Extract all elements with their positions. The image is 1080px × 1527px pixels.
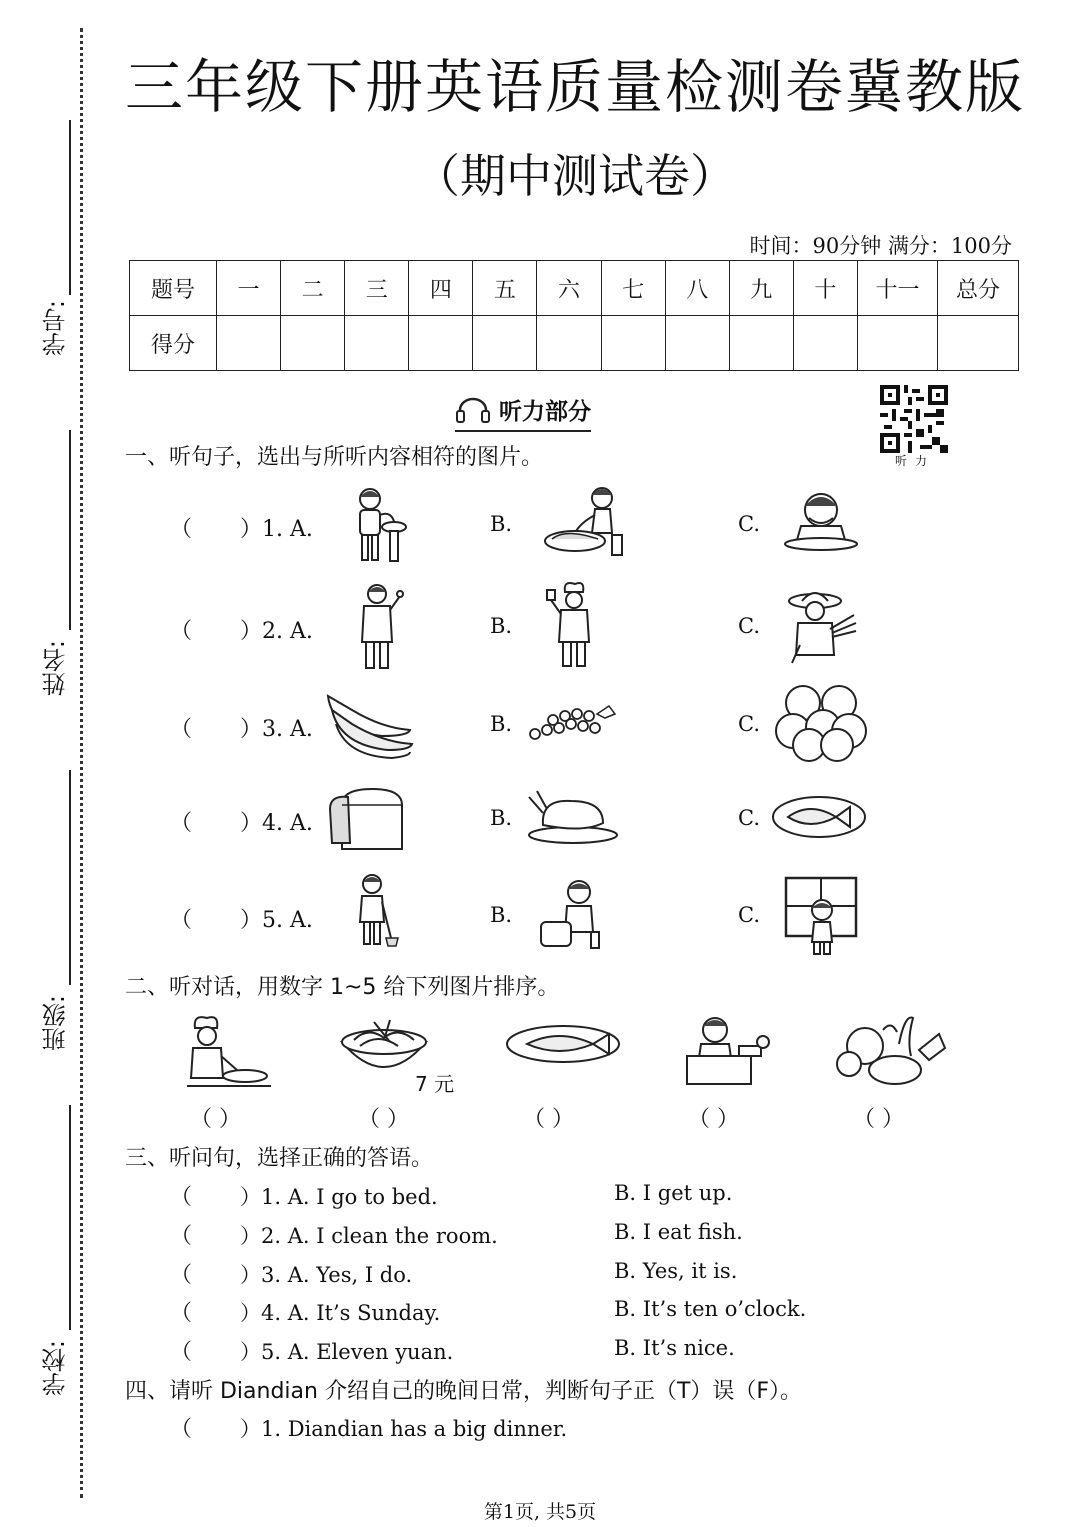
answer-paren[interactable]: （ bbox=[170, 908, 193, 933]
answer-paren[interactable]: （ bbox=[170, 717, 193, 742]
class-label: 班级: bbox=[42, 995, 70, 1052]
score-cell[interactable] bbox=[858, 316, 938, 371]
class-line bbox=[69, 770, 71, 985]
name-line bbox=[69, 430, 71, 630]
section3-heading: 三、听问句，选择正确的答语。 bbox=[125, 1146, 434, 1171]
q4-option-c: C. bbox=[738, 806, 760, 830]
child-washing-hands-image[interactable] bbox=[350, 485, 410, 565]
score-cell[interactable] bbox=[281, 316, 345, 371]
q1-option-b: B. bbox=[490, 512, 513, 536]
cook-image[interactable] bbox=[543, 580, 603, 670]
answer-paren[interactable]: （ bbox=[170, 1417, 193, 1442]
headphones-icon bbox=[455, 396, 491, 424]
q5-number: ）5. A. bbox=[240, 908, 313, 933]
header-cell: 九 bbox=[729, 261, 793, 316]
fish-plate-image[interactable] bbox=[503, 1020, 623, 1065]
section2-heading: 二、听对话，用数字 1~5 给下列图片排序。 bbox=[125, 975, 560, 1000]
doctor-image[interactable] bbox=[352, 582, 407, 672]
section1-heading: 一、听句子，选出与所听内容相符的图片。 bbox=[125, 445, 544, 470]
listening-banner-text: 听力部分 bbox=[499, 399, 591, 425]
header-cell: 四 bbox=[409, 261, 473, 316]
grapes-image[interactable] bbox=[525, 700, 620, 745]
s3-q2-b: B. I eat fish. bbox=[614, 1220, 743, 1244]
chicken-image[interactable] bbox=[523, 785, 620, 845]
order-paren-2[interactable]: （ ） bbox=[358, 1107, 409, 1132]
order-paren-1[interactable]: （ ） bbox=[190, 1107, 241, 1132]
s3-q4-b: B. It’s ten o’clock. bbox=[614, 1297, 807, 1321]
page-subtitle: （期中测试卷） bbox=[414, 149, 736, 203]
s3-q3-b: B. Yes, it is. bbox=[614, 1259, 738, 1283]
q3-option-c: C. bbox=[738, 712, 760, 736]
s3-q5-a: ）5. A. Eleven yuan. bbox=[240, 1340, 454, 1364]
score-cell[interactable] bbox=[345, 316, 409, 371]
qr-label: 听力 bbox=[895, 454, 936, 468]
s3-q5-b: B. It’s nice. bbox=[614, 1336, 735, 1360]
header-cell: 六 bbox=[537, 261, 601, 316]
score-cell[interactable] bbox=[601, 316, 665, 371]
score-cell[interactable] bbox=[793, 316, 857, 371]
answer-paren[interactable]: （ bbox=[170, 811, 193, 836]
order-paren-5[interactable]: （ ） bbox=[853, 1107, 904, 1132]
binding-dotted-line bbox=[80, 28, 83, 1498]
noodles-price: 7 元 bbox=[415, 1072, 455, 1096]
answer-paren[interactable]: （ bbox=[170, 517, 193, 542]
child-washing-clothes-image[interactable] bbox=[540, 483, 630, 558]
q2-option-b: B. bbox=[490, 614, 513, 638]
q2-option-c: C. bbox=[738, 614, 760, 638]
header-cell: 总分 bbox=[938, 261, 1019, 316]
answer-paren[interactable]: （ bbox=[170, 1263, 193, 1288]
cook-cooking-image[interactable] bbox=[183, 1012, 273, 1092]
answer-paren[interactable]: （ bbox=[170, 1301, 193, 1326]
name-field[interactable] bbox=[20, 430, 80, 720]
q5-option-c: C. bbox=[738, 903, 760, 927]
q1-option-c: C. bbox=[738, 512, 760, 536]
listening-banner bbox=[455, 393, 591, 426]
score-cell[interactable] bbox=[217, 316, 281, 371]
school-field[interactable] bbox=[20, 1105, 80, 1405]
header-cell: 十 bbox=[793, 261, 857, 316]
score-cell[interactable] bbox=[409, 316, 473, 371]
answer-paren[interactable]: （ bbox=[170, 1224, 193, 1249]
header-cell: 一 bbox=[217, 261, 281, 316]
order-paren-3[interactable]: （ ） bbox=[523, 1107, 574, 1132]
header-cell: 五 bbox=[473, 261, 537, 316]
s3-q1-a: ）1. A. I go to bed. bbox=[240, 1185, 438, 1209]
child-washing-face-image[interactable] bbox=[783, 488, 863, 553]
header-cell: 八 bbox=[665, 261, 729, 316]
header-cell: 题号 bbox=[130, 261, 217, 316]
s3-q2-a: ）2. A. I clean the room. bbox=[240, 1224, 498, 1248]
boy-packing-bag-image[interactable] bbox=[537, 876, 607, 951]
q4-option-b: B. bbox=[490, 806, 513, 830]
header-cell: 十一 bbox=[858, 261, 938, 316]
school-label: 学校: bbox=[42, 1340, 70, 1397]
score-table-header-row bbox=[130, 261, 1019, 316]
s4-q1: ）1. Diandian has a big dinner. bbox=[240, 1417, 568, 1441]
q4-number: ）4. A. bbox=[240, 811, 313, 836]
page-footer: 第1页, 共5页 bbox=[483, 1501, 597, 1523]
score-cell[interactable] bbox=[537, 316, 601, 371]
header-cell: 七 bbox=[601, 261, 665, 316]
score-table bbox=[129, 260, 1019, 371]
q3-number: ）3. A. bbox=[240, 717, 313, 742]
q3-option-b: B. bbox=[490, 712, 513, 736]
farmer-image[interactable] bbox=[780, 585, 860, 665]
page-title: 三年级下册英语质量检测卷冀教版 bbox=[124, 53, 1025, 121]
header-cell: 三 bbox=[345, 261, 409, 316]
s3-q1-b: B. I get up. bbox=[614, 1181, 733, 1205]
bananas-image[interactable] bbox=[322, 690, 414, 760]
row-label-cell: 得分 bbox=[130, 316, 217, 371]
student-id-label: 学号: bbox=[42, 300, 70, 357]
q1-number: ）1. A. bbox=[240, 517, 313, 542]
order-paren-4[interactable]: （ ） bbox=[688, 1107, 739, 1132]
school-line bbox=[69, 1105, 71, 1330]
vegetables-image[interactable] bbox=[835, 1010, 950, 1090]
girl-sweeping-image[interactable] bbox=[352, 872, 402, 947]
section4-heading: 四、请听 Diandian 介绍自己的晚间日常，判断句子正（T）误（F）。 bbox=[125, 1379, 803, 1404]
s3-q4-a: ）4. A. It’s Sunday. bbox=[240, 1301, 441, 1325]
fish-image[interactable] bbox=[770, 793, 868, 841]
score-cell[interactable] bbox=[473, 316, 537, 371]
qr-code-icon[interactable] bbox=[880, 385, 948, 453]
boy-at-desk-image[interactable] bbox=[683, 1012, 773, 1087]
q2-number: ）2. A. bbox=[240, 619, 313, 644]
name-label: 姓名: bbox=[42, 640, 70, 697]
answer-paren[interactable]: （ bbox=[170, 1185, 193, 1210]
class-field[interactable] bbox=[20, 770, 80, 1070]
score-table-score-row bbox=[130, 316, 1019, 371]
score-cell[interactable] bbox=[729, 316, 793, 371]
answer-paren[interactable]: （ bbox=[170, 619, 193, 644]
oranges-image[interactable] bbox=[773, 683, 868, 763]
score-cell[interactable] bbox=[938, 316, 1019, 371]
answer-paren[interactable]: （ bbox=[170, 1340, 193, 1365]
s3-q3-a: ）3. A. Yes, I do. bbox=[240, 1263, 413, 1287]
q5-option-b: B. bbox=[490, 903, 513, 927]
child-cleaning-window-image[interactable] bbox=[782, 876, 860, 956]
score-cell[interactable] bbox=[665, 316, 729, 371]
bread-image[interactable] bbox=[322, 785, 414, 853]
exam-meta: 时间：90分钟 满分：100分 bbox=[749, 234, 1012, 258]
header-cell: 二 bbox=[281, 261, 345, 316]
